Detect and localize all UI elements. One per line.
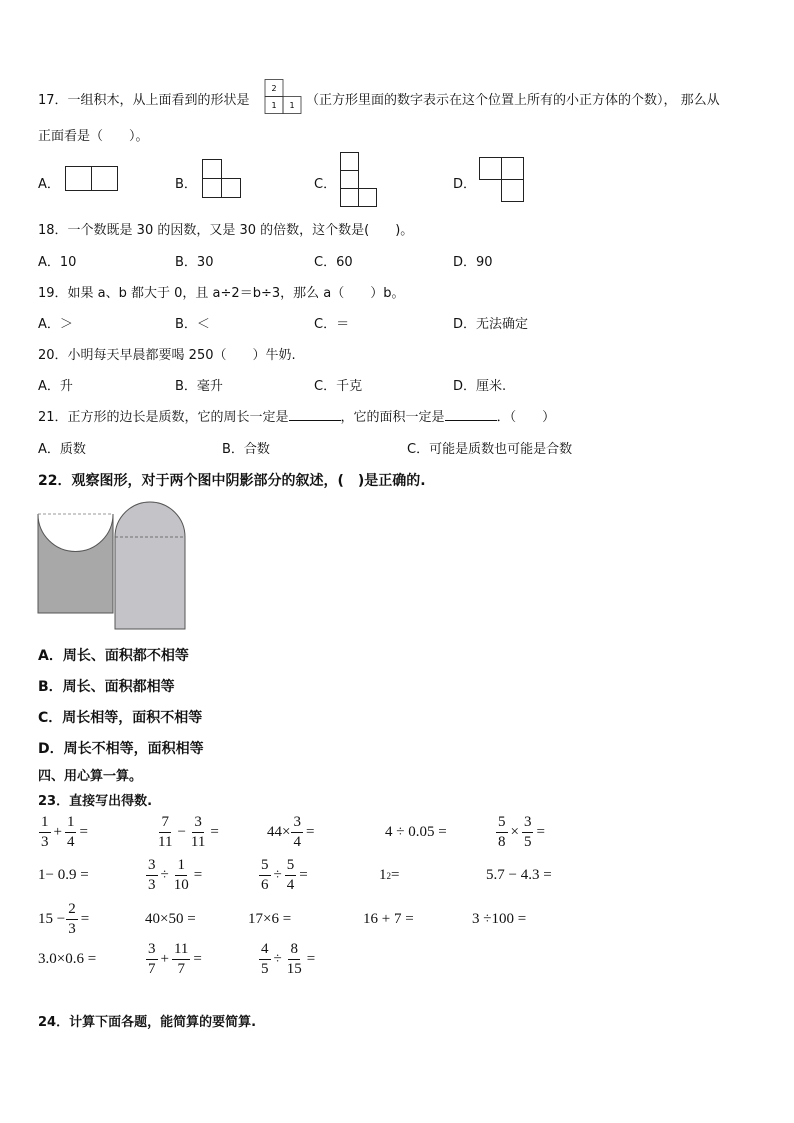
- q23-stem: 23．直接写出得数.: [38, 794, 153, 809]
- q23-r2-e2: $\frac{3}{3}$ ÷ $\frac{1}{10}$ =: [148, 857, 203, 893]
- q23-r2-e1: 1− 0.9 =: [38, 867, 89, 883]
- q22-option-b[interactable]: B．周长、面积都相等: [38, 679, 175, 695]
- q21-stem-part-b: ，它的面积一定是: [340, 410, 445, 425]
- q23-r1-e2: $\frac{7}{11}$ − $\frac{3}{11}$ =: [158, 814, 219, 850]
- q23-r2-e4: 1 2 =: [379, 867, 400, 883]
- q19-option-d[interactable]: D．无法确定: [453, 317, 529, 332]
- q18-option-d[interactable]: D．90: [453, 255, 493, 270]
- q21-option-b[interactable]: B．合数: [222, 442, 270, 457]
- q18-option-c[interactable]: C．60: [314, 255, 353, 270]
- q18-option-a[interactable]: A．10: [38, 255, 77, 270]
- q23-r3-e3: 17×6 =: [248, 911, 292, 927]
- q23-r1-e4: 4 ÷ 0.05 =: [385, 824, 447, 840]
- q20-stem: 20．小明每天早晨都要喝 250（ ）牛奶.: [38, 348, 296, 363]
- grid-bottom-left-number: 1: [271, 101, 277, 110]
- q21-option-a[interactable]: A．质数: [38, 442, 86, 457]
- q17-option-c-figure: [340, 152, 380, 208]
- q23-r2-e3: $\frac{5}{6}$ ÷ $\frac{5}{4}$ =: [261, 857, 308, 893]
- q23-r3-e4: 16 + 7 =: [363, 911, 414, 927]
- q20-option-a[interactable]: A．升: [38, 379, 73, 394]
- q22-option-c[interactable]: C．周长相等，面积不相等: [38, 710, 203, 726]
- q17-option-d[interactable]: D．: [453, 177, 477, 192]
- q17-text-a: 17．一组积木，从上面看到的形状是: [38, 93, 250, 108]
- q23-r3-e1: 15 − $\frac{2}{3}$ =: [38, 901, 90, 937]
- q23-r1-e3: 44× $\frac{3}{4}$ =: [267, 814, 315, 850]
- grid-bottom-right-number: 1: [289, 101, 295, 110]
- q17-text-b: （正方形里面的数字表示在这个位置上所有的小正方体的个数）， 那么从: [306, 93, 720, 108]
- q17-line2: 正面看是（ ）。: [38, 129, 149, 144]
- q23-r4-e3: $\frac{4}{5}$ ÷ $\frac{8}{15}$ =: [261, 941, 316, 977]
- q23-r3-e2: 40×50 =: [145, 911, 196, 927]
- q17-option-b[interactable]: B．: [175, 177, 197, 192]
- q23-r1-e1: $\frac{1}{3}$ + $\frac{1}{4}$ =: [41, 814, 88, 850]
- q19-option-c[interactable]: C．＝: [314, 317, 350, 332]
- q18-option-b[interactable]: B．30: [175, 255, 214, 270]
- q22-stem: 22．观察图形，对于两个图中阴影部分的叙述，( )是正确的.: [38, 473, 426, 489]
- q23-r4-e2: $\frac{3}{7}$ + $\frac{11}{7}$ =: [148, 941, 202, 977]
- section-four-heading: 四、用心算一算。: [38, 769, 143, 784]
- q17-option-b-figure: [202, 159, 244, 199]
- q21-stem-part-a: 21．正方形的边长是质数，它的周长一定是: [38, 410, 289, 425]
- q19-option-a[interactable]: A．＞: [38, 317, 73, 332]
- q21-blank-perimeter: [289, 419, 341, 421]
- q17-option-a-figure: [65, 166, 119, 192]
- q19-stem: 19．如果 a、b 都大于 0，且 a÷2＝b÷3，那么 a（ ）b。: [38, 286, 405, 301]
- q17-line1: [38, 89, 250, 108]
- q21-option-c[interactable]: C．可能是质数也可能是合数: [407, 442, 573, 457]
- q21-stem-part-c: ．（ ）: [496, 410, 556, 425]
- q22-shaded-figures: [36, 497, 190, 631]
- q18-stem: 18．一个数既是 30 的因数，又是 30 的倍数，这个数是( )。: [38, 223, 414, 238]
- q19-option-b[interactable]: B．＜: [175, 317, 210, 332]
- q17-top-view-grid: [264, 79, 304, 115]
- q17-option-d-figure: [479, 157, 525, 203]
- q20-option-d[interactable]: D．厘米.: [453, 379, 507, 394]
- q17-option-c[interactable]: C．: [314, 177, 337, 192]
- q23-r3-e5: 3 ÷100 =: [472, 911, 527, 927]
- q20-option-c[interactable]: C．千克: [314, 379, 363, 394]
- q23-r2-e5: 5.7 − 4.3 =: [486, 867, 552, 883]
- q21-blank-area: [445, 419, 497, 421]
- q21-stem: [38, 406, 555, 425]
- grid-top-number: 2: [271, 84, 277, 93]
- q22-option-a[interactable]: A．周长、面积都不相等: [38, 648, 189, 664]
- q23-r1-e5: $\frac{5}{8}$ × $\frac{3}{5}$ =: [498, 814, 545, 850]
- q20-option-b[interactable]: B．毫升: [175, 379, 223, 394]
- q24-stem: 24．计算下面各题，能简算的要简算.: [38, 1015, 257, 1030]
- q17-option-a[interactable]: A．: [38, 177, 60, 192]
- q22-option-d[interactable]: D．周长不相等，面积相等: [38, 741, 204, 757]
- q23-r4-e1: 3.0×0.6 =: [38, 951, 97, 967]
